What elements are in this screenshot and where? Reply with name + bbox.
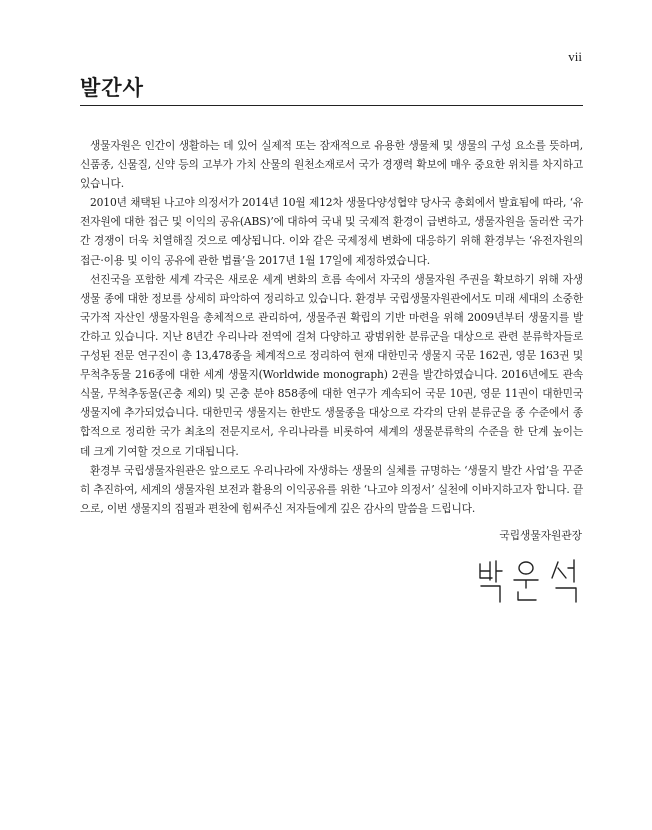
- handwritten-signature: [476, 556, 584, 604]
- paragraph: 2010년 채택된 나고야 의정서가 2014년 10월 제12차 생물다양성협약 당사국 총회에서 발효됨에 따라, ‘유전자원에 대한 접근 및 이익의 공유(ABS)’에 대하여 국내 및 국제적 환경이 급변하고, 생물자원을 둘러싼 국가 간 경쟁이 더욱 치열해질 것으로 예상됩니다. 이와 같은 국제정세 변화에 대응하기 위해 환경부는 ‘유전자원의 접근·이용 및 이익 공유에 관한 법률’을 2017년 1월 17일에 제정하였습니다.: [80, 196, 583, 267]
- paragraph: 환경부 국립생물자원관은 앞으로도 우리나라에 자생하는 생물의 실체를 규명하는 ‘생물지 발간 사업’을 꾸준히 추진하여, 세계의 생물자원 보전과 활용의 이익공유를 위한 ‘나고야 의정서’ 실천에 이바지하고자 합니다. 끝으로, 이번 생물지의 집필과 편찬에 힘써주신 저자들에게 깊은 감사의 말씀을 드립니다.: [80, 463, 583, 515]
- paragraph: 생물자원은 인간이 생활하는 데 있어 실제적 또는 잠재적으로 유용한 생물체 및 생물의 구성 요소를 뜻하며, 신품종, 신물질, 신약 등의 고부가 가치 산물의 원천소재로서 국가 경쟁력 확보에 매우 중요한 위치를 차지하고 있습니다.: [80, 139, 583, 191]
- page-title: 발간사: [80, 76, 144, 100]
- title-rule: [80, 105, 583, 106]
- foreword-body: [80, 136, 583, 518]
- page-number: vii: [568, 49, 582, 64]
- signoff-title: 국립생물자원관장: [499, 529, 582, 542]
- paragraph: 선진국을 포함한 세계 각국은 새로운 세계 변화의 흐름 속에서 자국의 생물자원 주권을 확보하기 위해 자생생물 종에 대한 정보를 상세히 파악하여 정리하고 있습니다. 환경부 국립생물자원관에서도 미래 세대의 소중한 국가적 자산인 생물자원을 총체적으로 관리하여, 생물주권 확립의 기반 마련을 위해 2009년부터 생물지를 발간하고 있습니다. 지난 8년간 우리나라 전역에 걸쳐 다양하고 광범위한 분류군을 대상으로 관련 분류학자들로 구성된 전문 연구진이 총 13,478종을 체계적으로 정리하여 현재 대한민국 생물지 국문 162권, 영문 163권 및 무척추동물 216종에 대한 세계 생물지(Worldwide monograph) 2권을 발간하였습니다. 2016년에도 관속식물, 무척추동물(곤충 제외) 및 곤충 분야 858종에 대한 연구가 계속되어 국문 10권, 영문 11권이 대한민국 생물지에 추가되었습니다. 대한민국 생물지는 한반도 생물종을 대상으로 각각의 단위 분류군을 종 수준에서 종합적으로 정리한 국가 최초의 전문지로서, 우리나라를 비롯하여 세계의 생물분류학의 수준을 한 단계 높이는 데 크게 기여할 것으로 기대됩니다.: [80, 272, 583, 458]
